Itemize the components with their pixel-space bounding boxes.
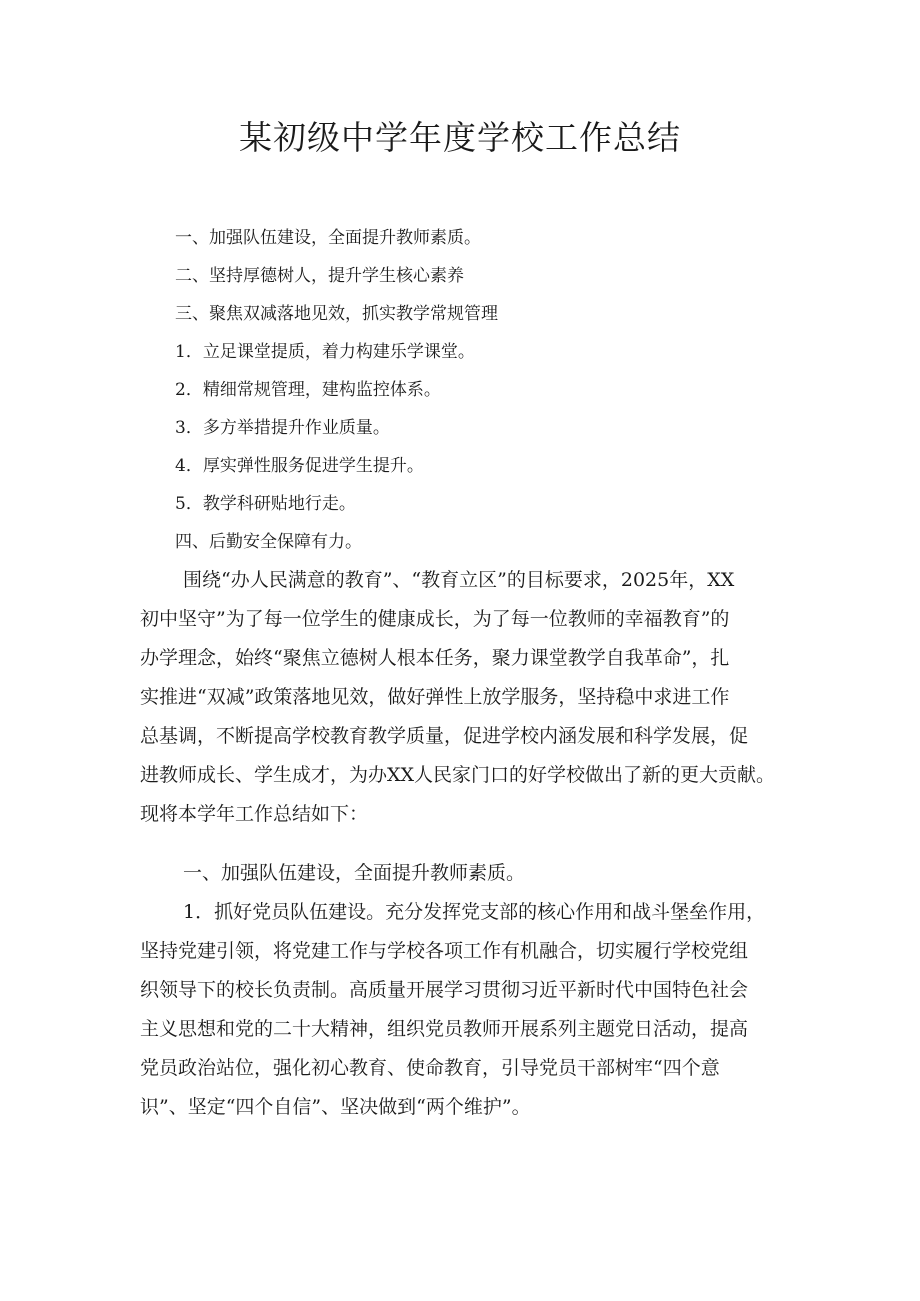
- intro-paragraph: [140, 565, 800, 838]
- paragraph-line: 总基调，不断提高学校教育教学质量，促进学校内涵发展和科学发展，促: [140, 725, 749, 747]
- outline-item: 2．精细常规管理，建构监控体系。: [175, 380, 441, 400]
- paragraph-line: 现将本学年工作总结如下：: [140, 803, 369, 825]
- section-one: [140, 858, 800, 1131]
- outline-list: [175, 225, 835, 567]
- section-heading: 一、加强队伍建设，全面提升教师素质。: [183, 862, 526, 884]
- outline-item: 一、加强队伍建设，全面提升教师素质。: [175, 228, 481, 248]
- outline-item: 四、后勤安全保障有力。: [175, 532, 362, 552]
- paragraph-line: 主义思想和党的二十大精神，组织党员教师开展系列主题党日活动，提高: [140, 1018, 749, 1040]
- outline-item: 二、坚持厚德树人，提升学生核心素养: [175, 266, 464, 286]
- paragraph-line: 实推进“双减”政策落地见效，做好弹性上放学服务，坚持稳中求进工作: [140, 686, 730, 708]
- paragraph-line: 初中坚守”为了每一位学生的健康成长，为了每一位教师的幸福教育”的: [140, 608, 730, 630]
- paragraph-line: 识”、坚定“四个自信”、坚决做到“两个维护”。: [140, 1096, 531, 1118]
- paragraph-line: 进教师成长、学生成才，为办XX人民家门口的好学校做出了新的更大贡献。: [140, 764, 776, 786]
- paragraph-line: 围绕“办人民满意的教育”、“教育立区”的目标要求，2025年，XX: [183, 569, 735, 591]
- paragraph-line: 1．抓好党员队伍建设。充分发挥党支部的核心作用和战斗堡垒作用，: [183, 901, 766, 923]
- outline-item: 5．教学科研贴地行走。: [175, 494, 356, 514]
- paragraph-line: 织领导下的校长负责制。高质量开展学习贯彻习近平新时代中国特色社会: [140, 979, 749, 1001]
- paragraph-line: 党员政治站位，强化初心教育、使命教育，引导党员干部树牢“四个意: [140, 1057, 720, 1079]
- outline-item: 三、聚焦双减落地见效，抓实教学常规管理: [175, 304, 498, 324]
- paragraph-line: 办学理念，始终“聚焦立德树人根本任务，聚力课堂教学自我革命”，扎: [140, 647, 730, 669]
- outline-item: 3．多方举措提升作业质量。: [175, 418, 390, 438]
- paragraph-line: 坚持党建引领，将党建工作与学校各项工作有机融合，切实履行学校党组: [140, 940, 749, 962]
- outline-item: 1．立足课堂提质，着力构建乐学课堂。: [175, 342, 475, 362]
- outline-item: 4．厚实弹性服务促进学生提升。: [175, 456, 424, 476]
- document-title: 某初级中学年度学校工作总结: [239, 118, 681, 157]
